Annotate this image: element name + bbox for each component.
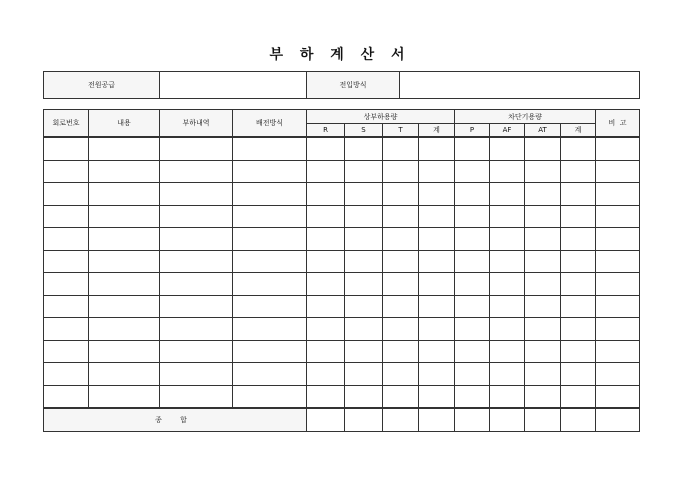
table-cell[interactable] [455, 273, 490, 296]
table-cell[interactable] [525, 160, 561, 183]
table-cell[interactable] [307, 183, 345, 206]
table-cell[interactable] [490, 250, 525, 273]
total-cell[interactable] [525, 408, 561, 432]
table-cell[interactable] [44, 183, 89, 206]
table-cell[interactable] [233, 340, 307, 363]
table-cell[interactable] [561, 228, 596, 251]
table-row [44, 137, 640, 160]
table-cell[interactable] [419, 183, 455, 206]
table-cell[interactable] [490, 160, 525, 183]
table-cell[interactable] [419, 340, 455, 363]
table-row [44, 340, 640, 363]
table-cell[interactable] [419, 318, 455, 341]
table-cell[interactable] [89, 228, 160, 251]
table-cell[interactable] [345, 250, 383, 273]
table-cell[interactable] [383, 160, 419, 183]
phase-load-header: 상부하용량 [307, 110, 455, 124]
table-cell[interactable] [419, 160, 455, 183]
table-cell[interactable] [419, 273, 455, 296]
total-cell[interactable] [455, 408, 490, 432]
table-cell[interactable] [345, 228, 383, 251]
table-cell[interactable] [525, 340, 561, 363]
phase-r-header: R [307, 124, 345, 138]
table-cell[interactable] [525, 385, 561, 408]
table-cell[interactable] [160, 340, 233, 363]
table-cell[interactable] [419, 295, 455, 318]
table-cell[interactable] [89, 137, 160, 160]
table-cell[interactable] [525, 363, 561, 386]
table-cell[interactable] [455, 340, 490, 363]
table-cell[interactable] [455, 250, 490, 273]
table-cell[interactable] [233, 205, 307, 228]
table-cell[interactable] [160, 385, 233, 408]
table-row [44, 385, 640, 408]
total-cell[interactable] [561, 408, 596, 432]
table-cell[interactable] [561, 273, 596, 296]
table-cell[interactable] [160, 363, 233, 386]
table-cell[interactable] [490, 137, 525, 160]
table-cell[interactable] [455, 228, 490, 251]
total-cell[interactable] [596, 408, 640, 432]
table-cell[interactable] [89, 273, 160, 296]
table-cell[interactable] [419, 228, 455, 251]
total-cell[interactable] [345, 408, 383, 432]
table-cell[interactable] [44, 295, 89, 318]
table-cell[interactable] [345, 318, 383, 341]
table-cell[interactable] [233, 273, 307, 296]
table-cell[interactable] [490, 273, 525, 296]
table-cell[interactable] [490, 228, 525, 251]
table-cell[interactable] [233, 137, 307, 160]
table-cell[interactable] [233, 385, 307, 408]
table-cell[interactable] [561, 318, 596, 341]
table-cell[interactable] [419, 363, 455, 386]
table-cell[interactable] [44, 363, 89, 386]
table-cell[interactable] [596, 295, 640, 318]
table-cell[interactable] [383, 137, 419, 160]
table-cell[interactable] [345, 137, 383, 160]
table-cell[interactable] [307, 318, 345, 341]
table-cell[interactable] [345, 160, 383, 183]
table-cell[interactable] [307, 295, 345, 318]
table-cell[interactable] [525, 205, 561, 228]
table-row [44, 228, 640, 251]
table-cell[interactable] [160, 273, 233, 296]
table-cell[interactable] [596, 273, 640, 296]
breaker-at-header: AT [525, 124, 561, 138]
table-cell[interactable] [345, 363, 383, 386]
table-cell[interactable] [525, 137, 561, 160]
power-supply-label: 전원공급 [44, 72, 160, 99]
table-cell[interactable] [345, 183, 383, 206]
table-cell[interactable] [525, 250, 561, 273]
table-cell[interactable] [233, 295, 307, 318]
table-cell[interactable] [455, 137, 490, 160]
table-cell[interactable] [44, 340, 89, 363]
table-cell[interactable] [596, 340, 640, 363]
table-cell[interactable] [383, 385, 419, 408]
table-cell[interactable] [160, 250, 233, 273]
table-cell[interactable] [596, 137, 640, 160]
table-cell[interactable] [160, 137, 233, 160]
table-cell[interactable] [596, 318, 640, 341]
incoming-method-label: 전입방식 [307, 72, 400, 99]
table-cell[interactable] [44, 205, 89, 228]
table-cell[interactable] [455, 363, 490, 386]
table-cell[interactable] [561, 160, 596, 183]
table-row [44, 363, 640, 386]
table-cell[interactable] [160, 183, 233, 206]
table-row [44, 205, 640, 228]
circuit-no-header: 회로번호 [44, 110, 89, 138]
table-cell[interactable] [345, 385, 383, 408]
table-cell[interactable] [89, 160, 160, 183]
phase-s-header: S [345, 124, 383, 138]
table-cell[interactable] [490, 183, 525, 206]
table-cell[interactable] [490, 363, 525, 386]
total-cell[interactable] [383, 408, 419, 432]
table-cell[interactable] [307, 228, 345, 251]
table-cell[interactable] [44, 228, 89, 251]
table-cell[interactable] [307, 160, 345, 183]
table-cell[interactable] [233, 250, 307, 273]
table-row [44, 273, 640, 296]
table-cell[interactable] [596, 385, 640, 408]
total-cell[interactable] [307, 408, 345, 432]
load-detail-header: 부하내역 [160, 110, 233, 138]
table-cell[interactable] [561, 137, 596, 160]
table-cell[interactable] [490, 318, 525, 341]
table-cell[interactable] [233, 363, 307, 386]
table-cell[interactable] [455, 160, 490, 183]
table-cell[interactable] [455, 183, 490, 206]
table-cell[interactable] [345, 340, 383, 363]
load-table [43, 109, 640, 432]
table-cell[interactable] [383, 228, 419, 251]
total-cell[interactable] [490, 408, 525, 432]
table-cell[interactable] [160, 160, 233, 183]
table-cell[interactable] [419, 137, 455, 160]
info-table [43, 71, 640, 99]
table-cell[interactable] [233, 318, 307, 341]
wiring-method-header: 배전방식 [233, 110, 307, 138]
table-cell[interactable] [596, 160, 640, 183]
table-cell[interactable] [490, 385, 525, 408]
page-title: 부 하 계 산 서 [269, 47, 411, 63]
table-row [44, 250, 640, 273]
table-cell[interactable] [307, 363, 345, 386]
table-cell[interactable] [307, 273, 345, 296]
table-cell[interactable] [233, 160, 307, 183]
table-cell[interactable] [89, 205, 160, 228]
table-cell[interactable] [383, 295, 419, 318]
phase-sum-header: 계 [419, 124, 455, 138]
table-cell[interactable] [383, 340, 419, 363]
table-cell[interactable] [455, 205, 490, 228]
table-cell[interactable] [455, 295, 490, 318]
table-cell[interactable] [525, 295, 561, 318]
table-cell[interactable] [89, 363, 160, 386]
table-cell[interactable] [525, 183, 561, 206]
table-cell[interactable] [525, 228, 561, 251]
table-row [44, 295, 640, 318]
total-cell[interactable] [419, 408, 455, 432]
total-label: 종 합 [44, 408, 307, 432]
breaker-af-header: AF [490, 124, 525, 138]
table-cell[interactable] [345, 295, 383, 318]
total-row [44, 408, 640, 432]
breaker-p-header: P [455, 124, 490, 138]
table-cell[interactable] [383, 183, 419, 206]
table-row [44, 160, 640, 183]
table-cell[interactable] [419, 205, 455, 228]
table-cell[interactable] [307, 137, 345, 160]
table-cell[interactable] [490, 340, 525, 363]
table-cell[interactable] [455, 318, 490, 341]
table-cell[interactable] [596, 205, 640, 228]
table-cell[interactable] [383, 205, 419, 228]
table-cell[interactable] [383, 363, 419, 386]
table-cell[interactable] [44, 250, 89, 273]
table-cell[interactable] [455, 385, 490, 408]
table-cell[interactable] [419, 385, 455, 408]
table-cell[interactable] [345, 205, 383, 228]
table-cell[interactable] [490, 295, 525, 318]
table-cell[interactable] [307, 340, 345, 363]
table-cell[interactable] [233, 228, 307, 251]
table-cell[interactable] [419, 250, 455, 273]
incoming-method-field[interactable] [400, 72, 640, 99]
table-cell[interactable] [525, 273, 561, 296]
table-cell[interactable] [160, 295, 233, 318]
table-cell[interactable] [160, 205, 233, 228]
table-cell[interactable] [561, 183, 596, 206]
table-cell[interactable] [233, 183, 307, 206]
table-cell[interactable] [44, 318, 89, 341]
table-cell[interactable] [44, 137, 89, 160]
table-cell[interactable] [596, 183, 640, 206]
table-cell[interactable] [561, 363, 596, 386]
table-cell[interactable] [561, 385, 596, 408]
table-row [44, 318, 640, 341]
table-cell[interactable] [561, 250, 596, 273]
remarks-header: 비 고 [596, 110, 640, 138]
table-cell[interactable] [345, 273, 383, 296]
table-cell[interactable] [561, 340, 596, 363]
breaker-sum-header: 계 [561, 124, 596, 138]
table-cell[interactable] [561, 295, 596, 318]
table-cell[interactable] [596, 228, 640, 251]
table-cell[interactable] [44, 160, 89, 183]
power-supply-field[interactable] [160, 72, 307, 99]
table-cell[interactable] [89, 183, 160, 206]
table-cell[interactable] [160, 318, 233, 341]
table-cell[interactable] [89, 385, 160, 408]
table-cell[interactable] [307, 385, 345, 408]
table-cell[interactable] [89, 250, 160, 273]
table-cell[interactable] [525, 318, 561, 341]
table-cell[interactable] [561, 205, 596, 228]
table-row [44, 183, 640, 206]
table-cell[interactable] [160, 228, 233, 251]
table-cell[interactable] [596, 363, 640, 386]
table-cell[interactable] [307, 250, 345, 273]
content-header: 내용 [89, 110, 160, 138]
table-cell[interactable] [596, 250, 640, 273]
table-cell[interactable] [89, 340, 160, 363]
table-cell[interactable] [44, 273, 89, 296]
table-cell[interactable] [89, 295, 160, 318]
table-cell[interactable] [490, 205, 525, 228]
table-cell[interactable] [383, 318, 419, 341]
table-cell[interactable] [89, 318, 160, 341]
breaker-capacity-header: 차단기용량 [455, 110, 596, 124]
table-cell[interactable] [44, 385, 89, 408]
phase-t-header: T [383, 124, 419, 138]
table-cell[interactable] [383, 250, 419, 273]
table-cell[interactable] [307, 205, 345, 228]
table-cell[interactable] [383, 273, 419, 296]
